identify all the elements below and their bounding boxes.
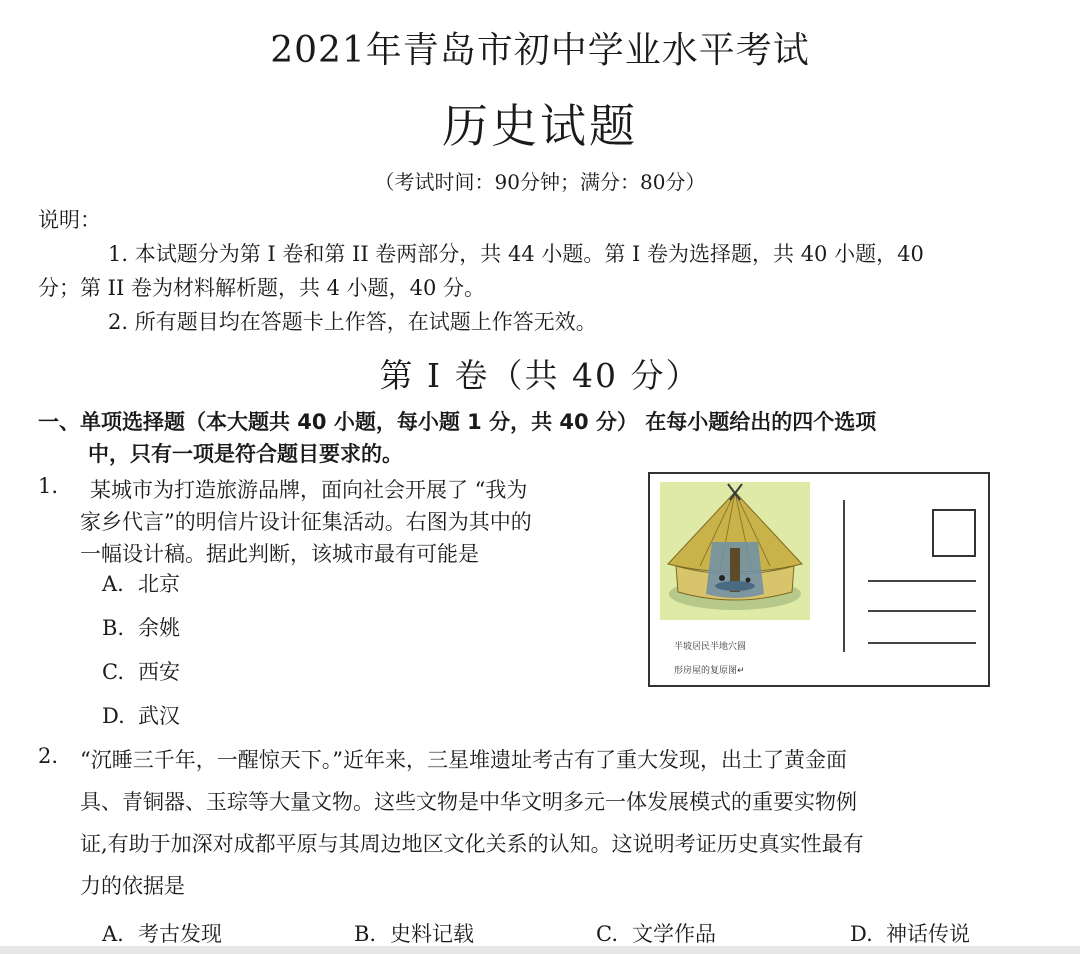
option-text: 武汉: [138, 704, 180, 728]
option-text: 西安: [138, 660, 180, 684]
question-2-line-4: 力的依据是: [80, 874, 185, 898]
question-2-line-1: “沉睡三千年，一醒惊天下。”近年来，三星堆遗址考古有了重大发现，出土了黄金面: [80, 748, 847, 772]
option-letter: C.: [596, 922, 618, 946]
part-heading-line-1: 一、单项选择题（本大题共 40 小题，每小题 1 分，共 40 分） 在每小题给出的四个选项: [38, 410, 877, 434]
instruction-1-line-1: 1. 本试题分为第 I 卷和第 II 卷两部分，共 44 小题。第 I 卷为选择题，共 40 小题，40: [108, 242, 924, 266]
question-2-option-c[interactable]: [596, 918, 716, 948]
option-text: 神话传说: [886, 922, 970, 946]
question-2-number: 2.: [38, 744, 59, 768]
figure-caption-line-1: 半坡居民半地穴圆: [674, 642, 747, 652]
option-letter: B.: [354, 922, 377, 946]
question-1-option-d[interactable]: [102, 700, 180, 730]
question-2-option-d[interactable]: [850, 918, 970, 948]
instruction-1-line-2: 分；第 II 卷为材料解析题，共 4 小题，40 分。: [38, 276, 486, 300]
option-letter: D.: [850, 922, 873, 946]
postcard-divider: [843, 500, 845, 652]
question-2-line-2: 具、青铜器、玉琮等大量文物。这些文物是中华文明多元一体发展模式的重要实物例: [80, 790, 857, 814]
exam-info: （考试时间：90分钟；满分：80分）: [374, 170, 706, 194]
option-text: 余姚: [138, 616, 180, 640]
question-1-option-a[interactable]: [102, 568, 180, 598]
option-text: 考古发现: [138, 922, 222, 946]
option-text: 史料记载: [390, 922, 474, 946]
question-1-option-b[interactable]: [102, 612, 180, 642]
figure-caption-line-2: 形房屋的复原图↵: [674, 666, 745, 676]
question-2-option-a[interactable]: [102, 918, 222, 948]
postcard-figure: [648, 472, 990, 687]
exam-title: 2021年青岛市初中学业水平考试: [270, 30, 810, 71]
question-2-line-3: 证,有助于加深对成都平原与其周边地区文化关系的认知。这说明考证历史真实性最有: [80, 832, 864, 856]
subject-title: 历史试题: [442, 99, 638, 153]
option-text: 北京: [138, 572, 180, 596]
question-1-option-c[interactable]: [102, 656, 180, 686]
section-title: 第 I 卷（共 40 分）: [379, 356, 701, 395]
instructions-label: 说明：: [38, 208, 101, 232]
option-letter: B.: [102, 616, 125, 640]
part-heading-line-2: 中，只有一项是符合题目要求的。: [88, 442, 403, 466]
stamp-box: [932, 509, 976, 557]
question-1-line-1: 某城市为打造旅游品牌，面向社会开展了 “我为: [90, 478, 528, 502]
hut-illustration: [660, 482, 810, 620]
hut-reconstruction-image: [660, 482, 810, 620]
address-line: [868, 580, 976, 582]
next-question-cutoff: [0, 946, 1080, 954]
option-letter: A.: [102, 572, 124, 596]
instruction-2: 2. 所有题目均在答题卡上作答，在试题上作答无效。: [108, 310, 597, 334]
question-1-line-3: 一幅设计稿。据此判断，该城市最有可能是: [80, 542, 479, 566]
option-letter: C.: [102, 660, 124, 684]
option-text: 文学作品: [632, 922, 716, 946]
question-1-line-2: 家乡代言”的明信片设计征集活动。右图为其中的: [80, 510, 532, 534]
address-line: [868, 642, 976, 644]
option-letter: D.: [102, 704, 125, 728]
question-1-number: 1.: [38, 474, 59, 498]
question-2-option-b[interactable]: [354, 918, 474, 948]
option-letter: A.: [102, 922, 124, 946]
address-line: [868, 610, 976, 612]
